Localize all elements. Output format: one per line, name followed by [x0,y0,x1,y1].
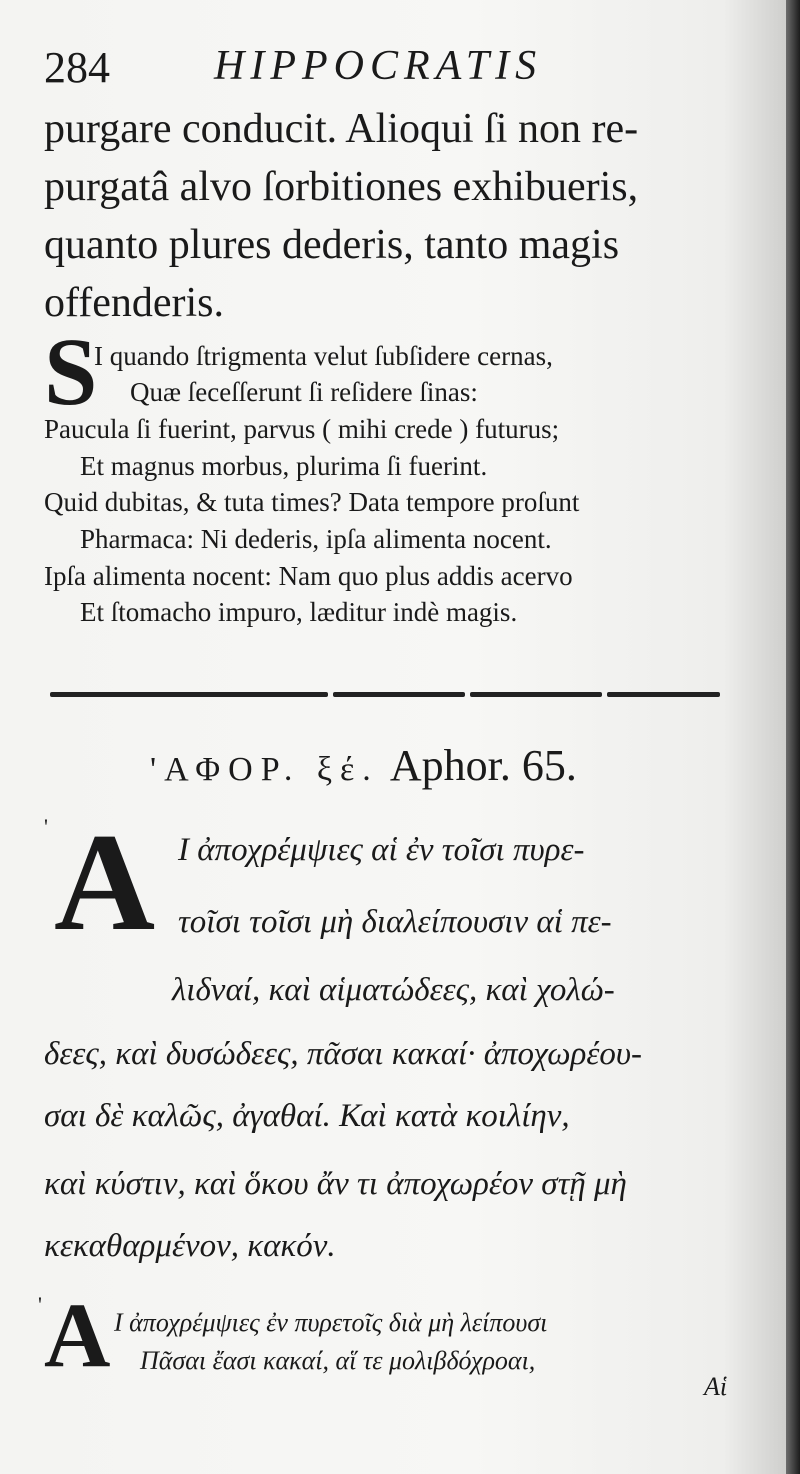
gloss-line: Πᾶσαι ἔασι κακαί, αἵ τε μολιβδόχροαι, [140,1346,536,1375]
greek-line: Ι ἀποχρέμψιες αἱ ἐν τοῖσι πυρε- [178,832,585,868]
greek-line: λιδναί, καὶ αἱματώδεες, καὶ χολώ- [172,972,615,1008]
greek-line: καὶ κύστιν, καὶ ὅκου ἄν τι ἀποχωρέον στῇ μὴ [44,1166,627,1202]
book-page: 284 HIPPOCRATIS purgare conducit. Alioqui ſi non re- purgatâ alvo ſorbitiones exhibueris, quanto plures dederis, tanto magis offenderis. S I quando ſtrigmenta velut ſubſidere cernas, Quæ ſeceſſerunt ſi reſidere ſinas: Paucula ſi fuerint, parvus ( mihi crede ) futurus; Et magnus morbus, plurima ſi fuerint. Quid dubitas, & tuta times? Data tempore proſunt Pharmaca: Ni dederis, ipſa alimenta nocent. Ipſa alimenta nocent: Nam quo plus addis acervo Et ſtomacho impuro, læditur indè magis. 'ΑΦΟΡ. ξέ. Aphor. 65. A ' Ι ἀποχρέμψιες αἱ ἐν τοῖσι πυρε- τοῖσι τοῖσι μὴ διαλείπουσιν αἱ πε- λιδναί, καὶ αἱματώδεες, καὶ χολώ- δεες, καὶ δυσώδεες, πᾶσαι κακαί· ἀποχωρέου- σαι δὲ καλῶς, ἀγαθαί. Καὶ κατὰ κοιλίην, καὶ κύστιν, καὶ ὅκου ἄν τι ἀποχωρέον στῇ μὴ κεκαθαρμένον, κακόν. ' A Ι ἀποχρέμψιες ἐν πυρετοῖς διὰ μὴ λείπουσι Πᾶσαι ἔασι κακαί, αἵ τε μολιβδόχροαι, Αἱ [0,0,786,1474]
poem-line: I quando ſtrigmenta velut ſubſidere cernas, [94,341,553,371]
gloss-line: Ι ἀποχρέμψιες ἐν πυρετοῖς διὰ μὴ λείπουσι [114,1308,548,1337]
poem-line: Ipſa alimenta nocent: Nam quo plus addis acervo [44,561,573,591]
poem-line: Paucula ſi fuerint, parvus ( mihi crede ) futurus; [44,414,560,444]
catchword: Αἱ [704,1372,728,1401]
ornamental-rule [50,690,720,700]
greek-line: δεες, καὶ δυσώδεες, πᾶσαι κακαί· ἀποχωρέου- [44,1036,642,1072]
running-title: HIPPOCRATIS [214,43,543,89]
prose-line: purgatâ alvo ſorbitiones exhibueris, [44,164,639,210]
page-number: 284 [44,43,110,92]
aphorism-heading-latin: Aphor. 65. [389,741,577,790]
poem-line: Et ſtomacho impuro, læditur indè magis. [80,597,518,627]
commentary-prose [44,100,744,332]
poem-line: Quæ ſeceſſerunt ſi reſidere ſinas: [130,377,478,407]
prose-line: quanto plures dederis, tanto magis [44,222,620,268]
aphorism-drop-cap: A [54,805,156,960]
greek-line: κεκαθαρμένον, κακόν. [44,1228,336,1264]
poem-line: Quid dubitas, & tuta times? Data tempore proſunt [44,487,580,517]
poem-line: Et magnus morbus, plurima ſi fuerint. [80,451,488,481]
book-spine-edge [786,0,800,1474]
gloss-drop-cap: A [44,1284,111,1386]
page-header [44,42,744,102]
prose-line: offenderis. [44,280,224,326]
prose-line: purgare conducit. Alioqui ſi non re- [44,106,639,152]
poem-line: Pharmaca: Ni dederis, ipſa alimenta nocent. [80,524,552,554]
poem-drop-cap: S [44,318,98,425]
aphorism-heading [150,740,577,791]
greek-line: σαι δὲ καλῶς, ἀγαθαί. Καὶ κατὰ κοιλίην, [44,1098,570,1134]
aphorism-heading-greek: 'ΑΦΟΡ. ξέ. [150,751,379,788]
greek-line: τοῖσι τοῖσι μὴ διαλείπουσιν αἱ πε- [178,904,612,940]
